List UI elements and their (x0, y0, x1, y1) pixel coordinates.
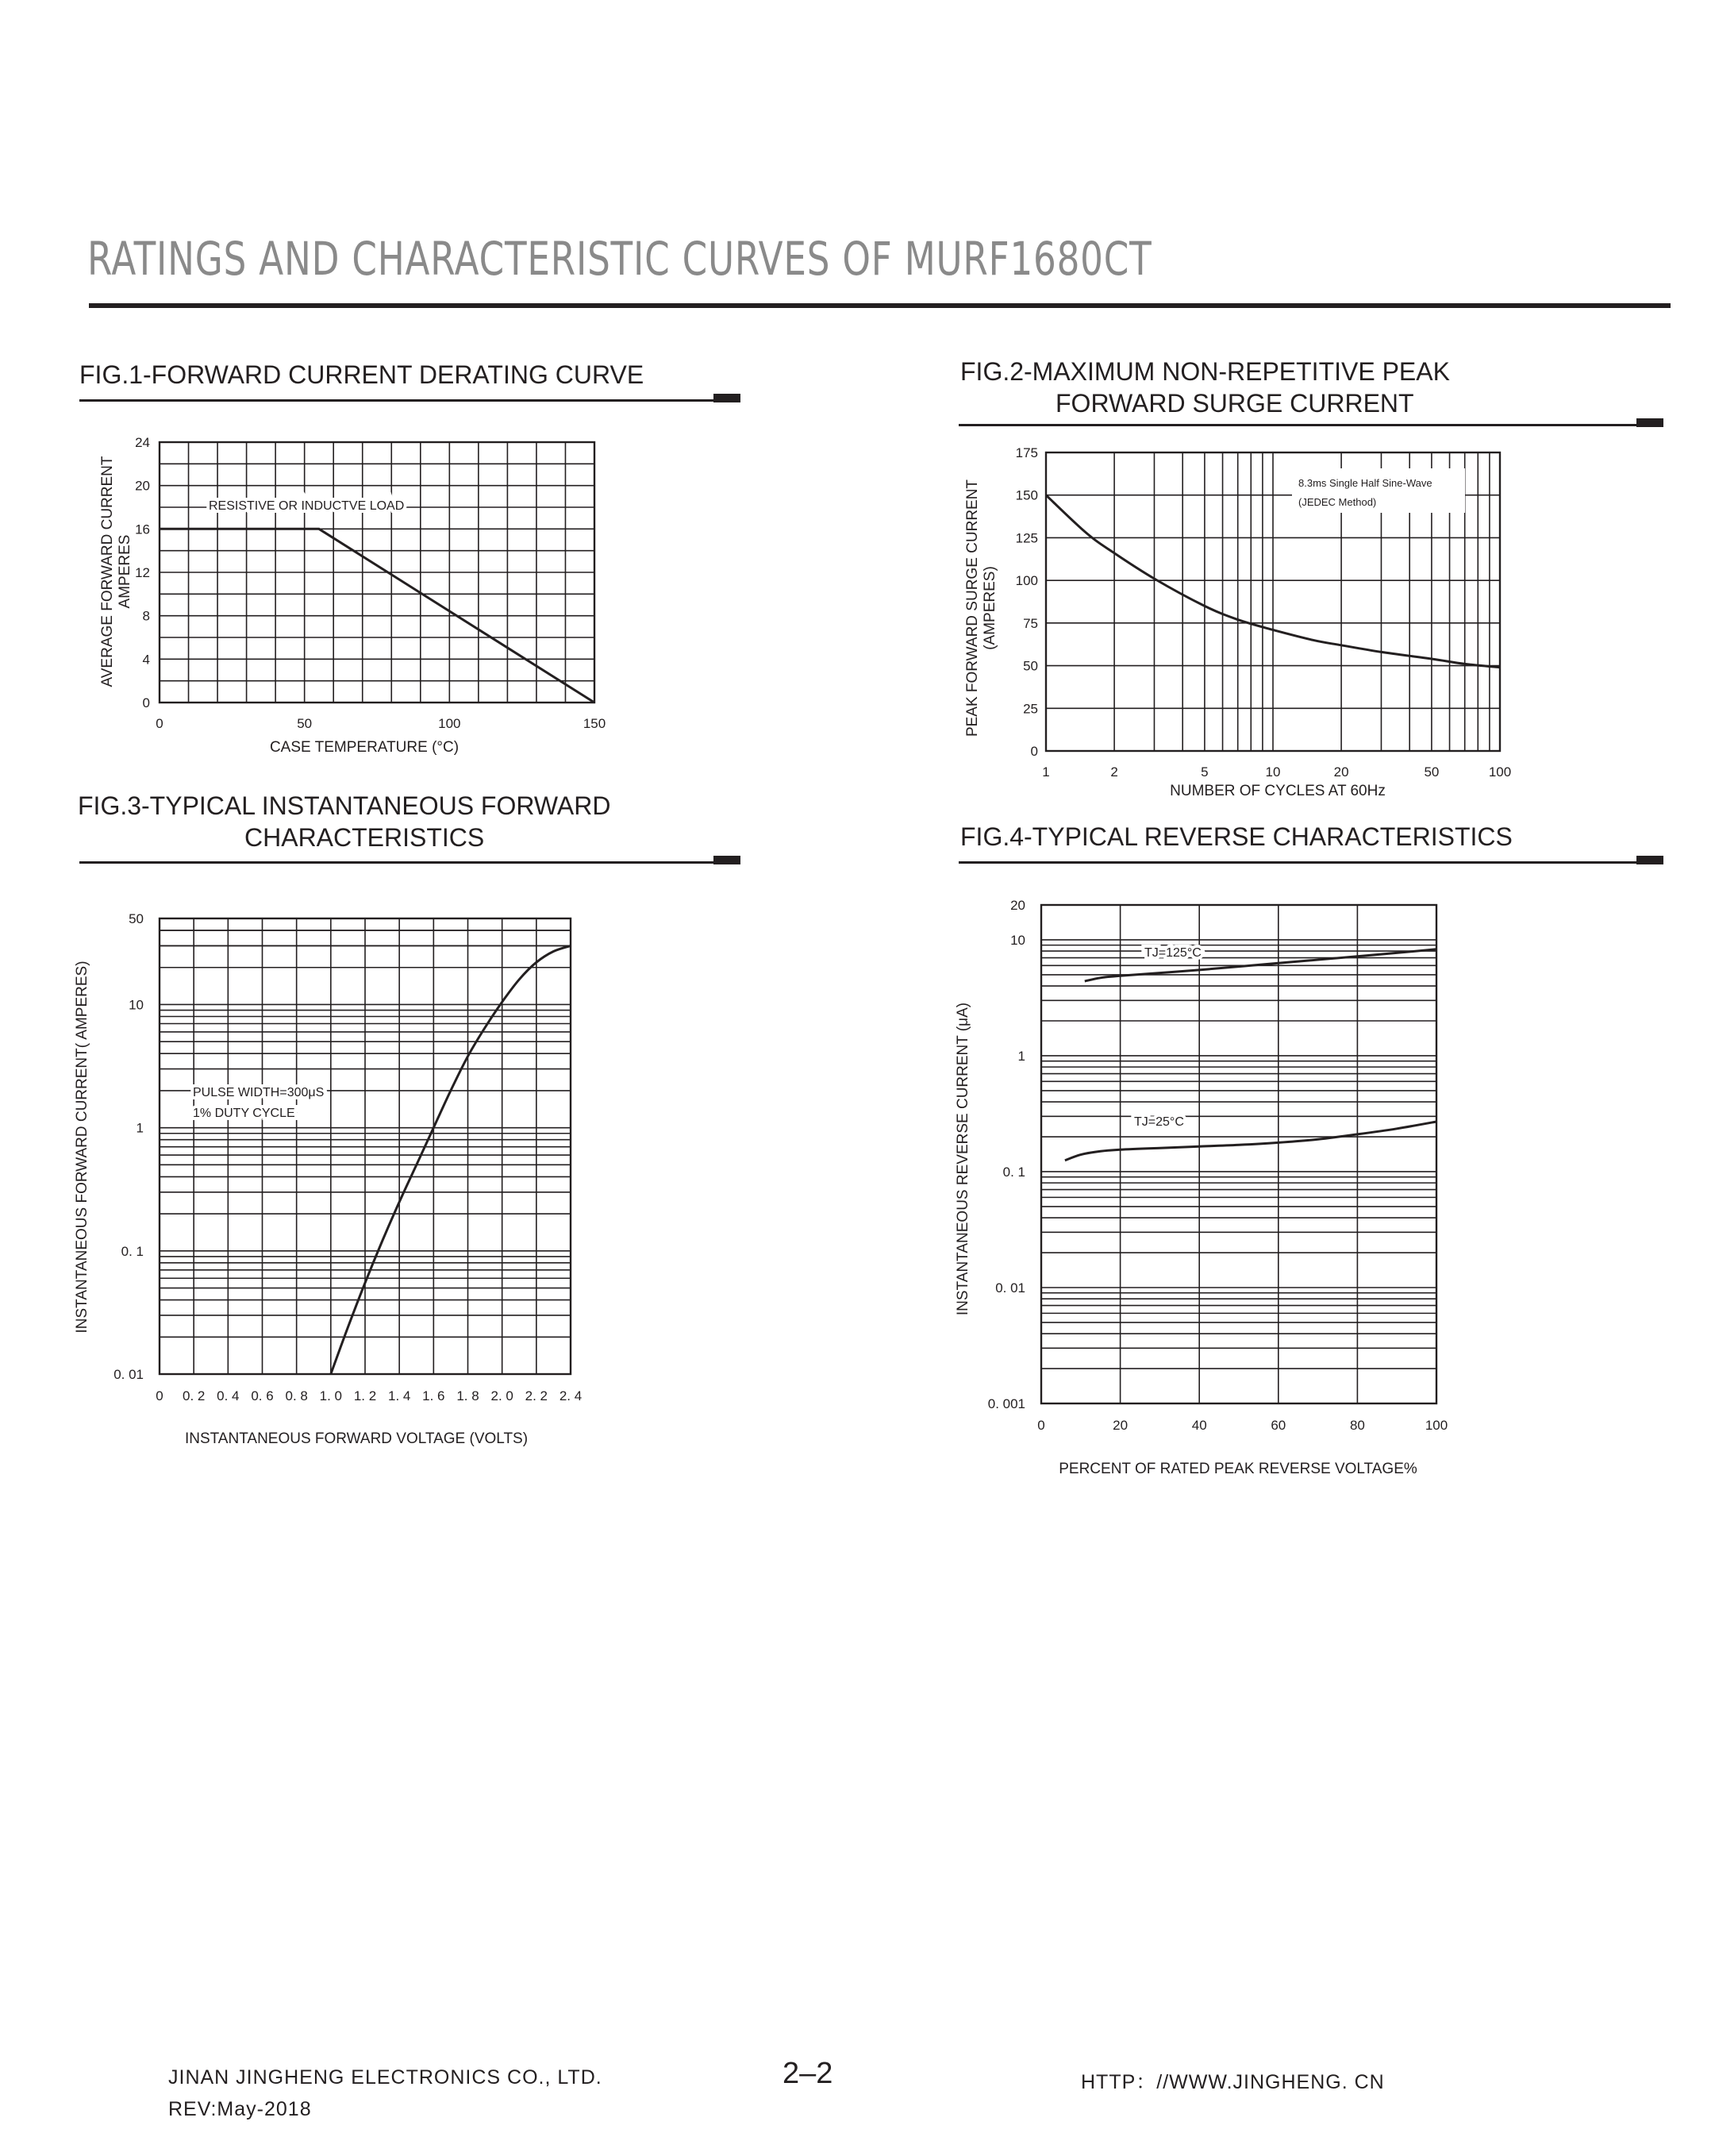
fig2-y-tick-label: 25 (1023, 701, 1038, 717)
fig1-y-tick-label: 16 (135, 522, 150, 537)
fig4-y-tick-label: 0. 1 (1002, 1164, 1025, 1180)
fig2-y-tick-label: 0 (1030, 744, 1038, 759)
fig3-y-tick-label: 1 (136, 1120, 144, 1136)
fig2-x-tick-label: 2 (1110, 764, 1118, 780)
fig4-x-axis-label: PERCENT OF RATED PEAK REVERSE VOLTAGE% (1059, 1461, 1417, 1477)
fig2-y-tick-label: 50 (1023, 658, 1038, 674)
fig3-annotation-line1: PULSE WIDTH=300μS (193, 1086, 325, 1099)
fig1-title: FIG.1-FORWARD CURRENT DERATING CURVE (79, 360, 644, 389)
fig3-y-axis-label: INSTANTANEOUS FORWARD CURRENT( AMPERES) (74, 961, 90, 1334)
fig3-x-tick-label: 1. 8 (456, 1388, 479, 1403)
footer-page-number: 2–2 (783, 2057, 833, 2090)
fig4-x-tick-label: 100 (1425, 1418, 1448, 1433)
fig4-legend-tj25: TJ=25°C (1134, 1115, 1184, 1129)
fig2-y-axis-label-line1: PEAK FORWARD SURGE CURRENT (964, 479, 981, 737)
fig2-y-tick-label: 100 (1015, 573, 1038, 589)
fig4-y-tick-label: 10 (1010, 932, 1025, 948)
fig2-y-tick-label: 175 (1015, 445, 1038, 460)
fig1-y-tick-label: 20 (135, 478, 150, 494)
footer-website: HTTP：//WWW.JINGHENG. CN (1081, 2071, 1385, 2093)
fig4-y-tick-label: 0. 001 (987, 1396, 1025, 1411)
fig1-y-tick-label: 12 (135, 565, 150, 580)
fig1-y-axis-label-line1: AVERAGE FORWARD CURRENT (99, 456, 116, 687)
fig2-x-tick-label: 5 (1201, 764, 1209, 780)
fig4-legend-tj125: TJ=125°C (1144, 946, 1202, 960)
fig4-y-tick-label: 0. 01 (995, 1280, 1025, 1296)
fig2-y-tick-label: 150 (1015, 487, 1038, 503)
fig3-y-tick-label: 0. 1 (121, 1243, 144, 1259)
footer-revision: REV:May-2018 (168, 2098, 312, 2120)
fig4-y-axis-label: INSTANTANEOUS REVERSE CURRENT (μA) (955, 1002, 971, 1316)
fig1-y-axis-label-line2: AMPERES (117, 534, 133, 609)
fig4-frame (1041, 905, 1436, 1403)
fig2-y-tick-label: 125 (1015, 530, 1038, 546)
fig1-y-tick-label: 0 (142, 695, 150, 710)
fig3-x-tick-label: 0. 4 (217, 1388, 240, 1403)
fig4-title: FIG.4-TYPICAL REVERSE CHARACTERISTICS (960, 822, 1513, 851)
fig3-x-tick-label: 1. 0 (319, 1388, 343, 1403)
fig4-x-tick-label: 60 (1271, 1418, 1286, 1433)
fig1-x-tick-label: 0 (156, 716, 163, 731)
fig1-annotation: RESISTIVE OR INDUCTVE LOAD (209, 499, 405, 513)
fig2-x-tick-label: 50 (1424, 764, 1440, 780)
fig1-y-tick-label: 4 (142, 652, 150, 668)
fig2-annotation-line2: (JEDEC Method) (1298, 496, 1377, 508)
fig3-title-line1: FIG.3-TYPICAL INSTANTANEOUS FORWARD (78, 791, 611, 820)
page-title: RATINGS AND CHARACTERISTIC CURVES OF MURF1680CT (87, 232, 1152, 286)
fig3-x-tick-label: 0. 2 (182, 1388, 206, 1403)
fig2-title-line2: FORWARD SURGE CURRENT (1056, 389, 1414, 418)
fig2-x-tick-label: 100 (1488, 764, 1512, 780)
fig3-x-tick-label: 1. 2 (353, 1388, 377, 1403)
fig2-title-line1: FIG.2-MAXIMUM NON-REPETITIVE PEAK (960, 357, 1450, 386)
fig3-y-tick-label: 50 (129, 911, 144, 926)
fig2-x-axis-label: NUMBER OF CYCLES AT 60Hz (1170, 783, 1386, 799)
fig3-x-tick-label: 0 (156, 1388, 163, 1403)
fig1-x-axis-label: CASE TEMPERATURE (°C) (269, 739, 460, 756)
fig3-y-tick-label: 10 (129, 997, 144, 1013)
fig2-x-tick-label: 1 (1042, 764, 1050, 780)
fig3-x-tick-label: 1. 6 (422, 1388, 445, 1403)
fig3-x-tick-label: 2. 2 (525, 1388, 548, 1403)
fig1-x-tick-label: 100 (438, 716, 461, 731)
fig4-y-tick-label: 1 (1017, 1048, 1025, 1064)
footer-company: JINAN JINGHENG ELECTRONICS CO., LTD. (168, 2066, 602, 2089)
fig4-y-tick-label: 20 (1010, 898, 1025, 913)
fig3-y-tick-label: 0. 01 (113, 1367, 144, 1382)
fig1-y-tick-label: 24 (135, 435, 150, 450)
fig2-y-tick-label: 75 (1023, 615, 1038, 631)
fig3-x-axis-label: INSTANTANEOUS FORWARD VOLTAGE (VOLTS) (184, 1430, 529, 1447)
fig4-x-tick-label: 80 (1349, 1418, 1365, 1433)
fig3-x-tick-label: 0. 8 (285, 1388, 308, 1403)
fig1-x-tick-label: 50 (297, 716, 313, 731)
fig1-x-tick-label: 150 (583, 716, 606, 731)
fig2-annotation-line1: 8.3ms Single Half Sine-Wave (1298, 477, 1432, 489)
fig3-x-tick-label: 2. 0 (490, 1388, 513, 1403)
fig2-x-tick-label: 20 (1333, 764, 1349, 780)
fig2-x-tick-label: 10 (1265, 764, 1281, 780)
fig4-x-tick-label: 0 (1037, 1418, 1045, 1433)
fig3-x-tick-label: 0. 6 (251, 1388, 274, 1403)
fig3-x-tick-label: 2. 4 (559, 1388, 583, 1403)
fig4-x-tick-label: 20 (1113, 1418, 1129, 1433)
fig4-x-tick-label: 40 (1191, 1418, 1207, 1433)
fig2-y-axis-label-line2: (AMPERES) (982, 566, 998, 650)
fig3-x-tick-label: 1. 4 (387, 1388, 411, 1403)
fig3-title-line2: CHARACTERISTICS (244, 823, 485, 852)
fig1-y-tick-label: 8 (142, 608, 150, 624)
fig3-annotation-line2: 1% DUTY CYCLE (193, 1107, 295, 1120)
